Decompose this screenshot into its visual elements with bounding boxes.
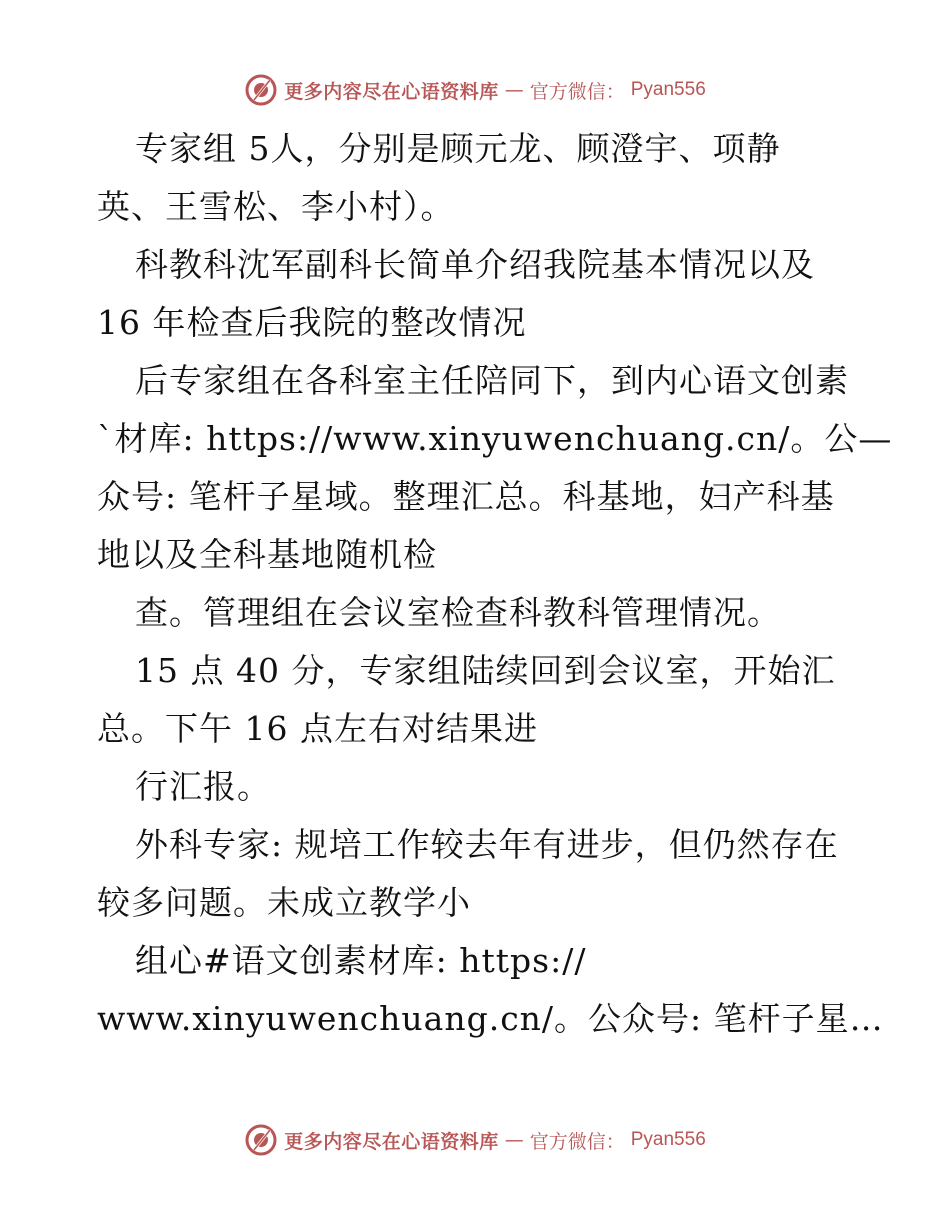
text-line: 众号: 笔杆子星域。整理汇总。科基地，妇产科基 xyxy=(97,477,835,516)
banner-dash: — xyxy=(504,79,524,101)
text-line: 15 点 40 分，专家组陆续回到会议室，开始汇 xyxy=(135,651,836,690)
banner-text: 更多内容尽在心语资料库 xyxy=(284,1130,499,1153)
banner-wechat-label: 官方微信： xyxy=(529,1130,625,1153)
document-body xyxy=(97,120,893,1048)
footer-banner xyxy=(0,1120,950,1160)
text-line: 总。下午 16 点左右对结果进 xyxy=(97,709,538,748)
text-line: 组心#语文创素材库: https:// xyxy=(135,941,587,980)
text-line: 较多问题。未成立教学小 xyxy=(97,883,471,922)
banner-wechat-id: Pyan556 xyxy=(630,1129,706,1150)
text-line: 16 年检查后我院的整改情况 xyxy=(97,303,527,342)
header-banner xyxy=(0,70,950,110)
logo-icon xyxy=(244,1123,278,1157)
text-line: 地以及全科基地随机检 xyxy=(97,535,437,574)
logo-icon xyxy=(244,73,278,107)
text-line: 科教科沈军副科长简单介绍我院基本情况以及 xyxy=(135,245,815,284)
banner-text: 更多内容尽在心语资料库 xyxy=(284,80,499,103)
text-line: 查。管理组在会议室检查科教科管理情况。 xyxy=(135,593,781,632)
text-line: 后专家组在各科室主任陪同下，到内心语文创素 xyxy=(135,361,849,400)
text-line: 行汇报。 xyxy=(135,767,271,806)
banner-wechat-label: 官方微信： xyxy=(529,80,625,103)
text-line: 外科专家: 规培工作较去年有进步，但仍然存在 xyxy=(135,825,839,864)
text-line: www.xinyuwenchuang.cn/。公众号: 笔杆子星… xyxy=(97,999,884,1038)
text-line: `材库: https://www.xinyuwenchuang.cn/。公— xyxy=(97,419,893,458)
banner-wechat-id: Pyan556 xyxy=(630,79,706,100)
banner-dash: — xyxy=(504,1129,524,1151)
text-line: 英、王雪松、李小村）。 xyxy=(97,187,455,226)
text-line: 专家组 5人，分别是顾元龙、顾澄宇、项静 xyxy=(135,129,781,168)
